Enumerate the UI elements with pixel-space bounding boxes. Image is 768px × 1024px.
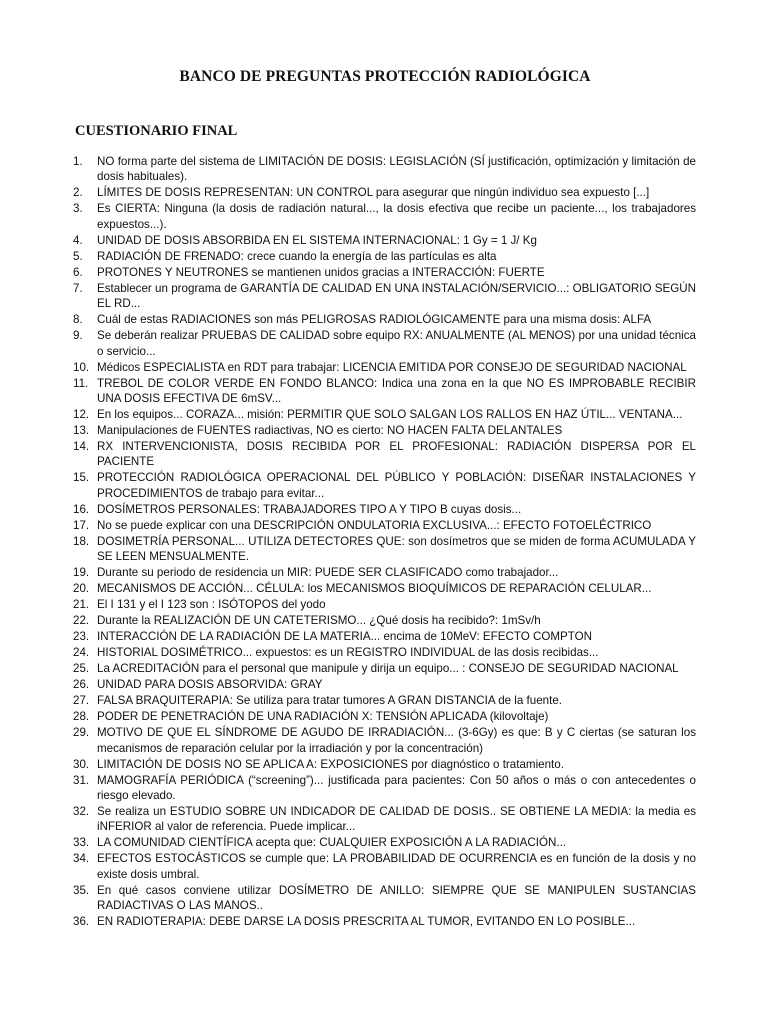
item-text: Manipulaciones de FUENTES radiactivas, NO es cierto: NO HACEN FALTA DELANTALES xyxy=(97,424,563,438)
item-number: 30. xyxy=(73,757,90,771)
item-text: Cuál de estas RADIACIONES son más PELIGROSAS RADIOLÓGICAMENTE para una misma dosis: ALFA xyxy=(97,313,652,327)
item-text: LIMITACIÓN DE DOSIS NO SE APLICA A: EXPOSICIONES por diagnóstico o tratamiento. xyxy=(97,757,564,771)
document-title: BANCO DE PREGUNTAS PROTECCIÓN RADIOLÓGICA xyxy=(179,68,591,85)
item-number: 10. xyxy=(73,360,90,374)
list-item xyxy=(74,201,696,232)
item-number: 5. xyxy=(73,249,83,263)
item-number: 15. xyxy=(73,471,90,485)
item-text: MAMOGRAFÍA PERIÓDICA (“screening”)... justificada para pacientes: Con 50 años o más o con antecedentes o riesgo elevado. xyxy=(97,773,696,803)
item-text: PROTONES Y NEUTRONES se mantienen unidos gracias a INTERACCIÓN: FUERTE xyxy=(97,265,545,279)
list-item xyxy=(74,534,696,565)
item-number: 18. xyxy=(73,534,90,548)
item-text: INTERACCIÓN DE LA RADIACIÓN DE LA MATERIA... encima de 10MeV: EFECTO COMPTON xyxy=(97,630,592,644)
item-number: 29. xyxy=(73,726,90,740)
item-text: PROTECCIÓN RADIOLÓGICA OPERACIONAL DEL PÚBLICO Y POBLACIÓN: DISEÑAR INSTALACIONES Y PROCEDIMIENTOS de trabajo para evitar... xyxy=(97,471,696,500)
item-text: TREBOL DE COLOR VERDE EN FONDO BLANCO: Indica una zona en la que NO ES IMPROBABLE RECIBIR UNA DOSIS EFECTIVA DE 6mSV... xyxy=(97,376,696,406)
item-text: Se deberán realizar PRUEBAS DE CALIDAD sobre equipo RX: ANUALMENTE (AL MENOS) por una unidad técnica o servicio... xyxy=(97,329,696,358)
list-item xyxy=(74,661,696,676)
list-item xyxy=(74,773,696,804)
list-item xyxy=(74,914,696,929)
item-text: MOTIVO DE QUE EL SÍNDROME DE AGUDO DE IRRADIACIÓN... (3-6Gy) es que: B y C ciertas (se saturan los mecanismos de reparación celular por la irradiación y por la concentración) xyxy=(97,726,696,755)
list-item xyxy=(74,423,696,438)
list-item xyxy=(74,709,696,724)
item-number: 25. xyxy=(73,662,90,676)
item-text: RX INTERVENCIONISTA, DOSIS RECIBIDA POR EL PROFESIONAL: RADIACIÓN DISPERSA POR EL PACIENTE xyxy=(97,440,696,469)
item-text: En los equipos... CORAZA... misión: PERMITIR QUE SOLO SALGAN LOS RALLOS EN HAZ ÚTIL... VENTANA... xyxy=(97,408,683,422)
section-heading: CUESTIONARIO FINAL xyxy=(75,123,238,139)
item-text: EFECTOS ESTOCÁSTICOS se cumple que: LA PROBABILIDAD DE OCURRENCIA es en función de la dosis y no existe dosis umbral. xyxy=(97,852,696,881)
item-number: 2. xyxy=(73,186,83,200)
item-text: El I 131 y el I 123 son : ISÓTOPOS del yodo xyxy=(97,598,326,612)
item-text: LA COMUNIDAD CIENTÍFICA acepta que: CUALQUIER EXPOSICIÓN A LA RADIACIÓN... xyxy=(97,836,567,850)
list-item xyxy=(74,757,696,772)
item-text: La ACREDITACIÓN para el personal que manipule y dirija un equipo... : CONSEJO DE SEGURIDAD NACIONAL xyxy=(97,662,679,676)
item-number: 12. xyxy=(73,408,90,422)
item-number: 19. xyxy=(73,566,90,580)
item-text: FALSA BRAQUITERAPIA: Se utiliza para tratar tumores A GRAN DISTANCIA de la fuente. xyxy=(97,694,563,708)
item-text: NO forma parte del sistema de LIMITACIÓN DE DOSIS: LEGISLACIÓN (SÍ justificación, optimización y limitación de dosis habituales). xyxy=(97,155,696,184)
item-text: LÍMITES DE DOSIS REPRESENTAN: UN CONTROL para asegurar que ningún individuo sea expuesto [...] xyxy=(97,186,650,200)
item-number: 22. xyxy=(73,614,90,628)
list-item xyxy=(74,677,696,692)
item-number: 20. xyxy=(73,582,90,596)
item-number: 13. xyxy=(73,424,90,438)
list-item xyxy=(74,154,696,185)
item-text: UNIDAD DE DOSIS ABSORBIDA EN EL SISTEMA INTERNACIONAL: 1 Gy = 1 J/ Kg xyxy=(97,233,537,247)
item-text: MECANISMOS DE ACCIÓN... CÉLULA: los MECANISMOS BIOQUÍMICOS DE REPARACIÓN CELULAR... xyxy=(97,582,652,596)
list-item xyxy=(74,804,696,835)
item-text: No se puede explicar con una DESCRIPCIÓN ONDULATORIA EXCLUSIVA...: EFECTO FOTOELÉCTRICO xyxy=(97,518,652,532)
list-item xyxy=(74,725,696,756)
item-number: 23. xyxy=(73,630,90,644)
list-item xyxy=(74,407,696,422)
item-number: 26. xyxy=(73,678,90,692)
list-item xyxy=(74,328,696,359)
list-item xyxy=(74,312,696,327)
item-number: 21. xyxy=(73,598,90,612)
item-number: 6. xyxy=(73,265,83,279)
list-item xyxy=(74,518,696,533)
item-number: 28. xyxy=(73,710,90,724)
list-item xyxy=(74,613,696,628)
item-text: Durante la REALIZACIÓN DE UN CATETERISMO... ¿Qué dosis ha recibido?: 1mSv/h xyxy=(97,614,541,628)
item-number: 11. xyxy=(73,376,89,390)
list-item xyxy=(74,233,696,248)
item-text: En qué casos conviene utilizar DOSÍMETRO DE ANILLO: SIEMPRE QUE SE MANIPULEN SUSTANCIAS RADIACTIVAS O LAS MANOS.. xyxy=(97,883,696,913)
item-text: EN RADIOTERAPIA: DEBE DARSE LA DOSIS PRESCRITA AL TUMOR, EVITANDO EN LO POSIBLE... xyxy=(97,915,636,929)
item-number: 16. xyxy=(73,502,90,516)
item-number: 17. xyxy=(73,518,90,532)
item-text: DOSÍMETROS PERSONALES: TRABAJADORES TIPO A Y TIPO B cuyas dosis... xyxy=(97,502,522,516)
list-item xyxy=(74,581,696,596)
list-item xyxy=(74,502,696,517)
list-item xyxy=(74,439,696,470)
item-number: 33. xyxy=(73,836,90,850)
list-item xyxy=(74,629,696,644)
item-number: 31. xyxy=(73,773,90,787)
list-item xyxy=(74,565,696,580)
item-text: HISTORIAL DOSIMÉTRICO... expuestos: es un REGISTRO INDIVIDUAL de las dosis recibidas... xyxy=(97,646,599,660)
list-item xyxy=(74,693,696,708)
item-number: 34. xyxy=(73,852,90,866)
list-item xyxy=(74,851,696,882)
list-item xyxy=(74,185,696,200)
item-number: 36. xyxy=(73,915,90,929)
item-number: 1. xyxy=(73,155,83,168)
item-text: Establecer un programa de GARANTÍA DE CALIDAD EN UNA INSTALACIÓN/SERVICIO...: OBLIGATORIO SEGÚN EL RD... xyxy=(97,281,696,311)
question-list xyxy=(74,154,696,930)
list-item xyxy=(74,597,696,612)
item-number: 24. xyxy=(73,646,90,660)
list-item xyxy=(74,883,696,914)
list-item xyxy=(74,249,696,264)
item-number: 7. xyxy=(73,281,83,295)
item-number: 9. xyxy=(73,329,83,343)
list-item xyxy=(74,281,696,312)
item-number: 32. xyxy=(73,805,90,819)
item-text: Es CIERTA: Ninguna (la dosis de radiación natural..., la dosis efectiva que recibe un paciente..., los trabajadores expuestos...). xyxy=(97,202,696,231)
item-number: 27. xyxy=(73,694,90,708)
item-number: 14. xyxy=(73,440,90,454)
item-text: Durante su periodo de residencia un MIR: PUEDE SER CLASIFICADO como trabajador... xyxy=(97,566,559,580)
item-number: 8. xyxy=(73,313,83,327)
item-text: Se realiza un ESTUDIO SOBRE UN INDICADOR DE CALIDAD DE DOSIS.. SE OBTIENE LA MEDIA: la media es iNFERIOR al valor de referencia. Puede implicar... xyxy=(97,805,696,834)
item-number: 35. xyxy=(73,883,90,897)
list-item xyxy=(74,360,696,375)
item-text: RADIACIÓN DE FRENADO: crece cuando la energía de las partículas es alta xyxy=(97,249,497,263)
list-item xyxy=(74,376,696,407)
item-text: PODER DE PENETRACIÓN DE UNA RADIACIÓN X: TENSIÓN APLICADA (kilovoltaje) xyxy=(97,710,549,724)
list-item xyxy=(74,835,696,850)
list-item xyxy=(74,645,696,660)
item-number: 4. xyxy=(73,233,83,247)
item-text: Médicos ESPECIALISTA en RDT para trabajar: LICENCIA EMITIDA POR CONSEJO DE SEGURIDAD NACIONAL xyxy=(97,360,687,374)
item-number: 3. xyxy=(73,202,83,216)
item-text: UNIDAD PARA DOSIS ABSORVIDA: GRAY xyxy=(97,678,323,692)
item-text: DOSIMETRÍA PERSONAL... UTILIZA DETECTORES QUE: son dosímetros que se miden de forma ACUMULADA Y SE LEEN MENSUALMENTE. xyxy=(97,534,696,564)
list-item xyxy=(74,470,696,501)
list-item xyxy=(74,265,696,280)
